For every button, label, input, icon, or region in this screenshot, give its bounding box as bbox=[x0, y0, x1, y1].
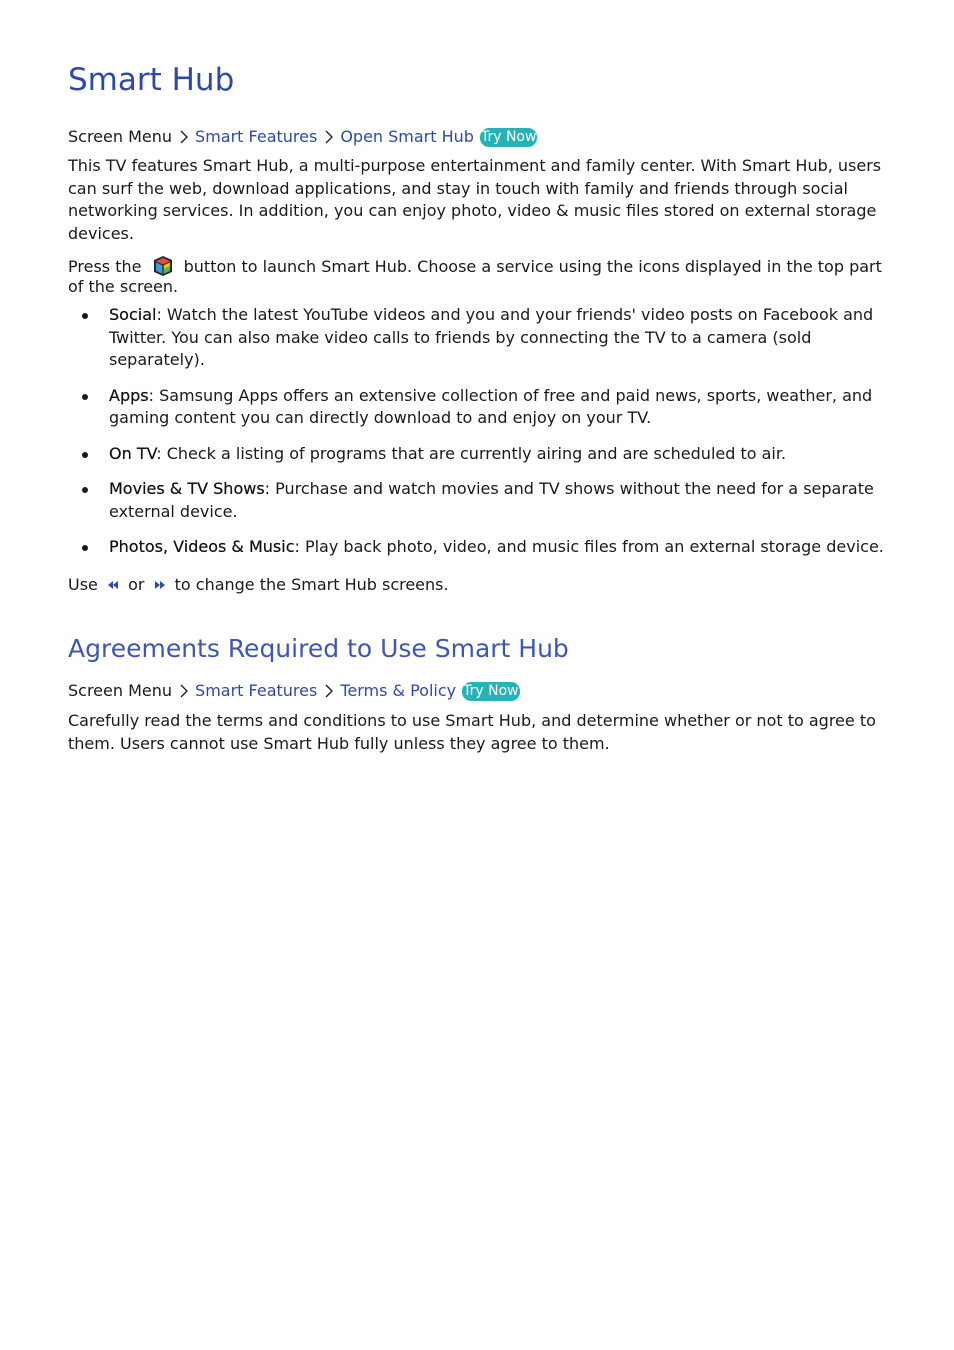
smart-hub-button-icon bbox=[153, 255, 173, 277]
agreements-block bbox=[68, 710, 888, 755]
fast-forward-icon bbox=[153, 579, 167, 591]
try-now-button[interactable]: Try Now bbox=[480, 128, 537, 145]
press-block bbox=[68, 255, 888, 296]
bullet-icon bbox=[82, 313, 88, 319]
bullet-icon bbox=[82, 394, 88, 400]
press-text-after: button to launch Smart Hub. Choose a service using the icons displayed in the top part of the screen. bbox=[68, 257, 882, 296]
intro-block bbox=[68, 155, 888, 245]
chevron-right-icon bbox=[177, 129, 191, 145]
press-paragraph bbox=[68, 255, 888, 296]
bullet-icon bbox=[82, 487, 88, 493]
feature-desc: : Play back photo, video, and music files from an external storage device. bbox=[294, 537, 884, 556]
breadcrumb-open-smart-hub[interactable]: Open Smart Hub bbox=[340, 127, 474, 146]
use-text-after: to change the Smart Hub screens. bbox=[169, 575, 449, 594]
list-item bbox=[68, 385, 888, 430]
feature-term: Movies & TV Shows bbox=[109, 479, 265, 498]
breadcrumb bbox=[68, 126, 537, 148]
press-text-before: Press the bbox=[68, 257, 147, 276]
list-item bbox=[68, 304, 888, 372]
feature-desc: : Watch the latest YouTube videos and you and your friends' video posts on Facebook and Twitter. You can also make video calls to friends by connecting the TV to a camera (sold separately). bbox=[109, 305, 874, 369]
list-item bbox=[68, 478, 888, 523]
feature-term: On TV bbox=[109, 443, 157, 463]
page-title: Smart Hub bbox=[68, 62, 235, 98]
use-paragraph bbox=[68, 574, 888, 597]
breadcrumb-root: Screen Menu bbox=[68, 681, 173, 700]
features-block bbox=[68, 304, 888, 559]
feature-term: Photos, Videos & Music bbox=[109, 537, 295, 556]
breadcrumb-smart-features[interactable]: Smart Features bbox=[195, 681, 318, 700]
agreements-paragraph: Carefully read the terms and conditions to use Smart Hub, and determine whether or not to agree to them. Users cannot use Smart Hub fully unless they agree to them. bbox=[68, 711, 876, 753]
breadcrumb bbox=[68, 680, 520, 702]
breadcrumb-root: Screen Menu bbox=[68, 127, 173, 146]
feature-term: Apps bbox=[109, 385, 149, 405]
feature-desc: : Check a listing of programs that are currently airing and are scheduled to air. bbox=[156, 443, 787, 463]
rewind-icon bbox=[106, 579, 120, 591]
list-item bbox=[68, 536, 904, 559]
bullet-icon bbox=[82, 545, 88, 551]
breadcrumb-smart-features[interactable]: Smart Features bbox=[195, 127, 318, 146]
try-now-button[interactable]: Try Now bbox=[463, 682, 519, 699]
section-title: Agreements Required to Use Smart Hub bbox=[68, 634, 569, 663]
breadcrumb-terms-policy[interactable]: Terms & Policy bbox=[340, 681, 457, 700]
chevron-right-icon bbox=[322, 683, 336, 699]
list-item bbox=[68, 443, 888, 466]
feature-desc: : Purchase and watch movies and TV shows without the need for a separate external device. bbox=[109, 479, 874, 521]
use-text-before: Use bbox=[68, 575, 103, 594]
feature-desc: : Samsung Apps offers an extensive collection of free and paid news, sports, weather, and gaming content you can directly download to and enjoy on your TV. bbox=[109, 385, 873, 427]
use-block bbox=[68, 574, 888, 597]
chevron-right-icon bbox=[177, 683, 191, 699]
feature-list bbox=[68, 304, 888, 559]
use-text-or: or bbox=[122, 575, 150, 594]
chevron-right-icon bbox=[322, 129, 336, 145]
intro-paragraph: This TV features Smart Hub, a multi-purpose entertainment and family center. With Smart Hub, users can surf the web, download applications, and stay in touch with family and friends through social networking services. In addition, you can enjoy photo, video & music files stored on external storage devices. bbox=[68, 156, 882, 243]
bullet-icon bbox=[82, 452, 88, 458]
feature-term: Social bbox=[109, 305, 157, 324]
